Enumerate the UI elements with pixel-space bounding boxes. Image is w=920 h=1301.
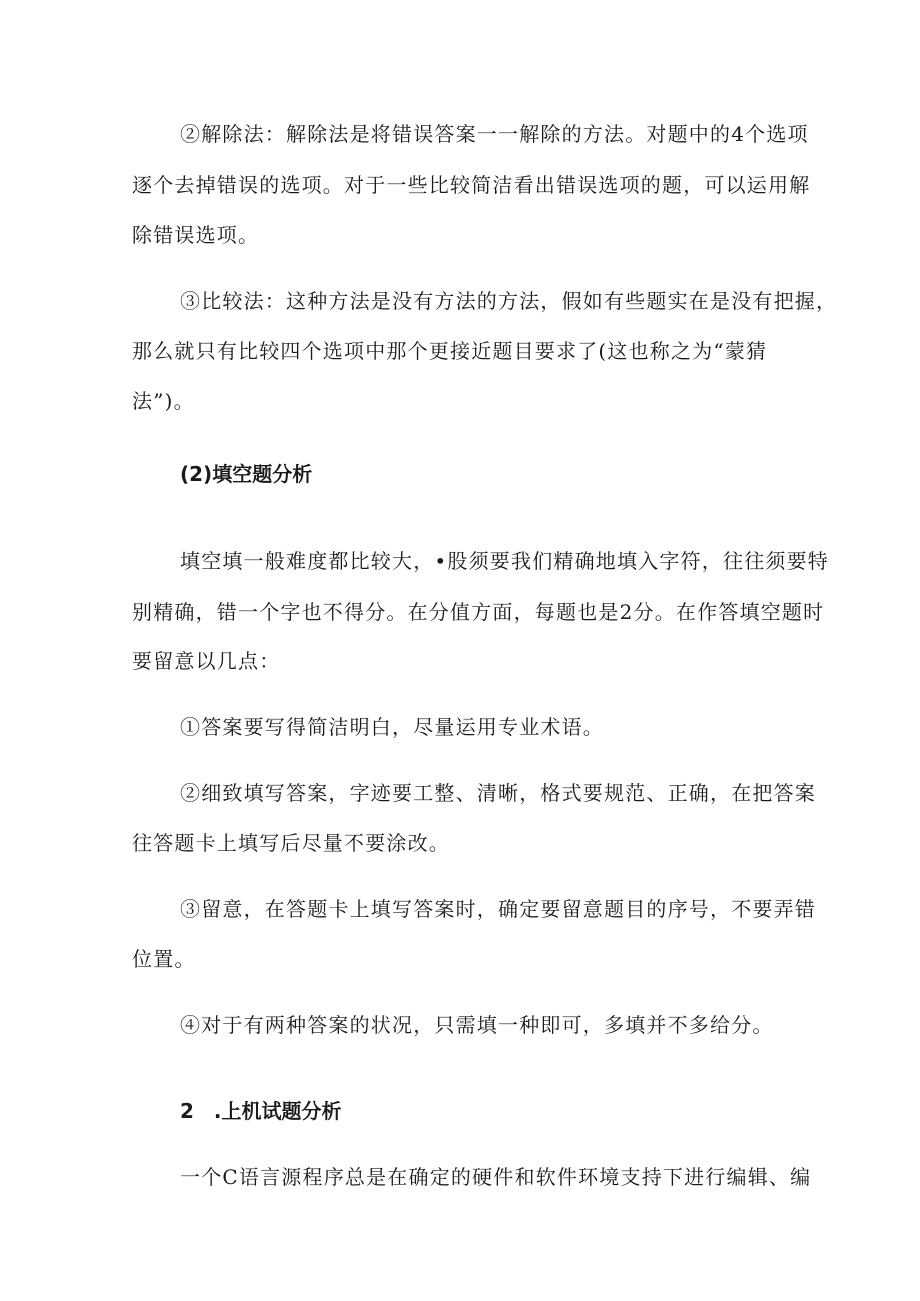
paragraph-compare-line-1: ③比较法：这种方法是没有方法的方法，假如有些题实在是没有把握，: [180, 289, 838, 313]
paragraph-point-1: ①答案要写得简洁明白，尽量运用专业术语。: [180, 715, 604, 739]
paragraph-fill-intro-line-2: 别精确，错一个字也不得分。在分值方面，每题也是2分。在作答填空题时: [132, 600, 825, 624]
paragraph-point-3-line-1: ③留意，在答题卡上填写答案时，确定要留意题目的序号，不要弄错: [180, 897, 816, 921]
paragraph-machine-line-1: 一个C语言源程序总是在确定的硬件和软件环境支持下进行编辑、编: [180, 1165, 812, 1189]
paragraph-elimination-line-1: ②解除法：解除法是将错误答案一一解除的方法。对题中的4个选项: [180, 122, 809, 146]
paragraph-fill-intro-line-1: 填空填一般难度都比较大，•股须要我们精确地填入字符，往往须要特: [180, 549, 829, 573]
paragraph-point-2-line-1: ②细致填写答案，字迹要工整、清晰，格式要规范、正确，在把答案: [180, 781, 816, 805]
paragraph-fill-intro-line-3: 要留意以几点：: [132, 649, 281, 673]
paragraph-elimination-line-3: 除错误选项。: [132, 223, 260, 247]
paragraph-elimination-line-2: 逐个去掉错误的选项。对于一些比较简洁看出错误选项的题，可以运用解: [132, 173, 811, 197]
paragraph-point-2-line-2: 往答题卡上填写后尽量不要涂改。: [132, 831, 450, 855]
paragraph-point-3-line-2: 位置。: [132, 947, 196, 971]
paragraph-compare-line-2: 那么就只有比较四个选项中那个更接近题目要求了(这也称之为“蒙猜: [132, 339, 768, 363]
paragraph-compare-line-3: 法”)。: [132, 389, 195, 413]
section-heading-machine-test: 2 .上机试题分析: [180, 1099, 342, 1123]
section-heading-fill-blank: (2)填空题分析: [180, 462, 313, 486]
paragraph-point-4: ④对于有两种答案的状况，只需填一种即可，多填并不多给分。: [180, 1013, 774, 1037]
